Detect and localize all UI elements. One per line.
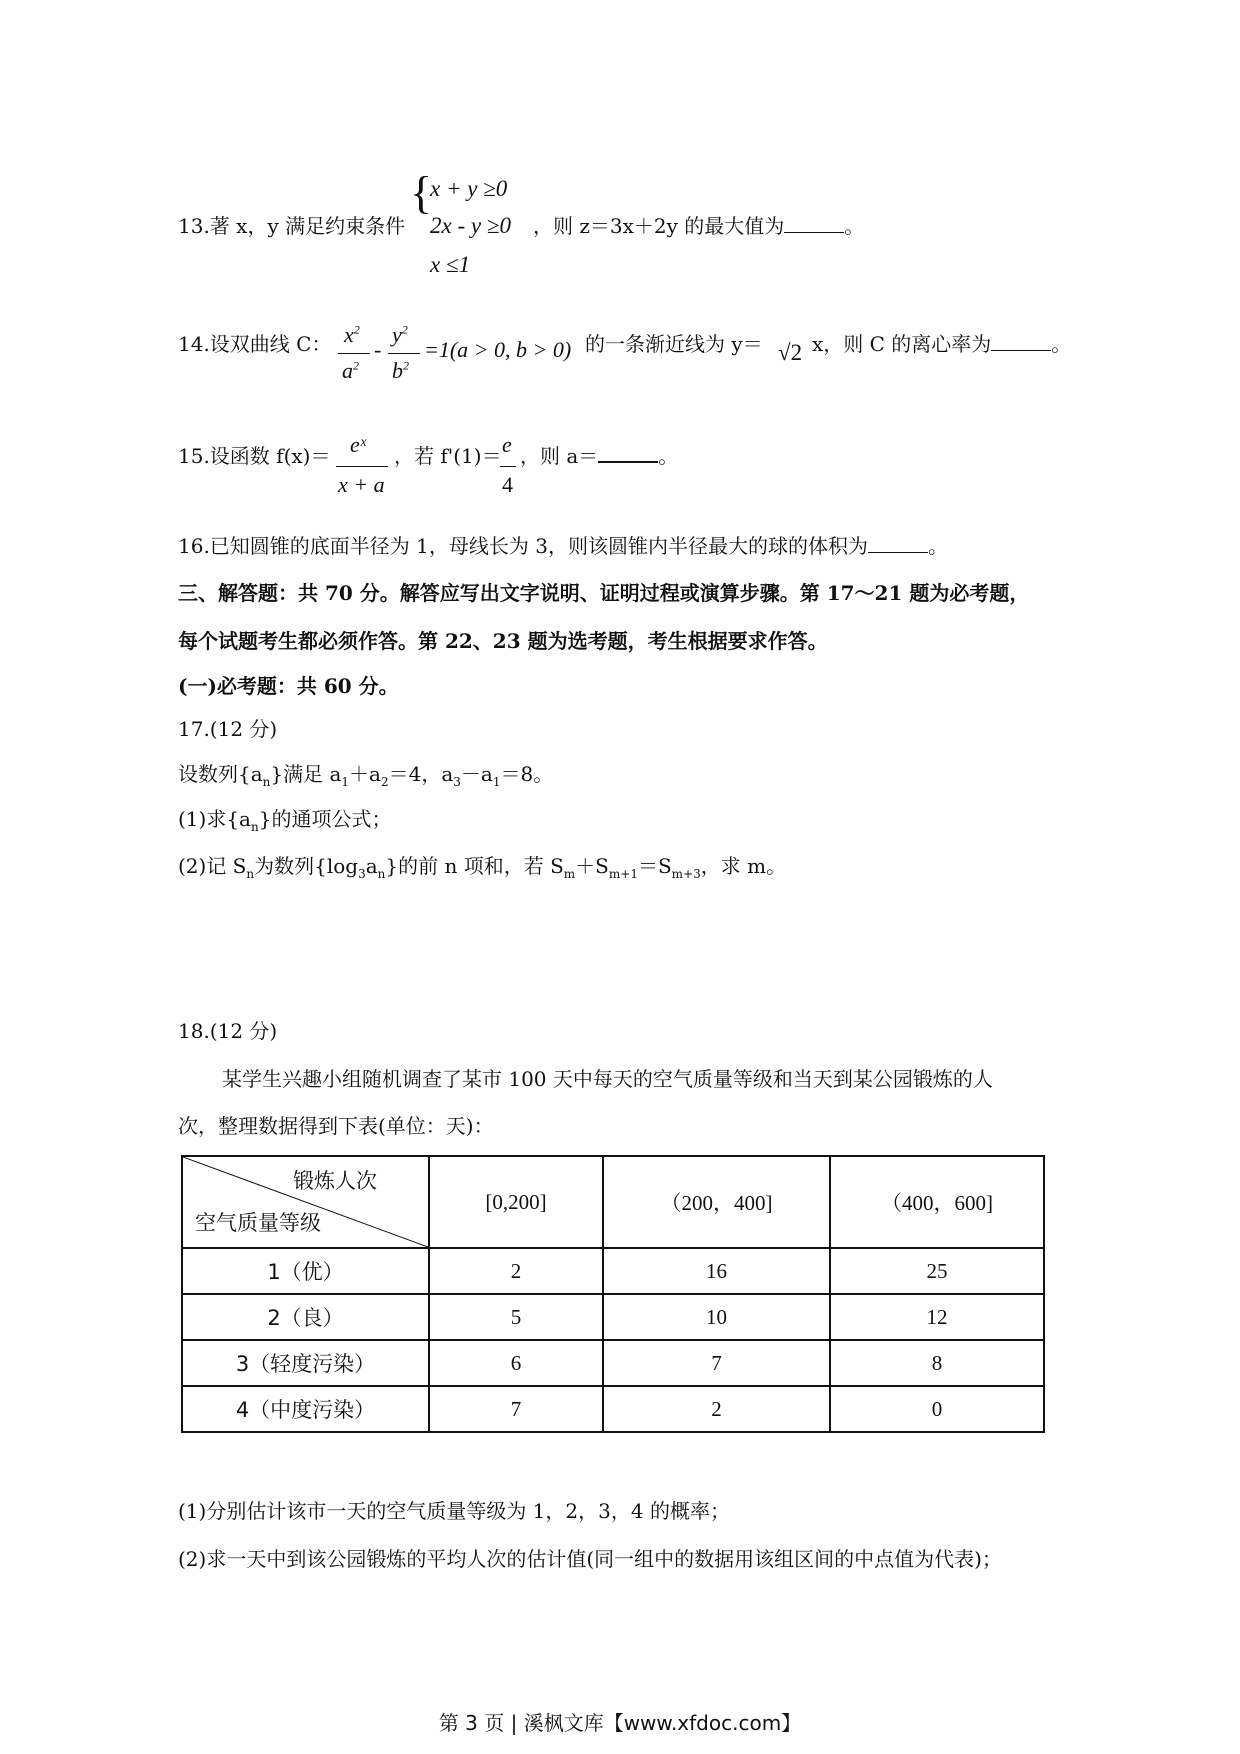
q15-suffix — [520, 440, 678, 469]
table-row — [182, 1340, 1044, 1386]
q17-stem-f: ＝8。 — [500, 762, 554, 786]
table-row — [182, 1294, 1044, 1340]
sub: 3 — [358, 867, 366, 881]
q13-answer-blank[interactable] — [784, 216, 844, 233]
q16-answer-blank[interactable] — [868, 536, 928, 553]
sub: m — [563, 867, 576, 881]
sub: m+1 — [608, 867, 638, 881]
q14-den1: $a^2$ — [342, 358, 359, 383]
q17-p2-f: ＝S — [637, 854, 672, 878]
sub: 1 — [492, 775, 501, 789]
q13-constraint-3: x ≤1 — [430, 252, 471, 277]
corner-bottom-label: 空气质量等级 — [195, 1211, 321, 1235]
section-3-line-1: 三、解答题：共 70 分。解答应写出文字说明、证明过程或演算步骤。第 17～21 题为必考题， — [178, 581, 1030, 605]
q15-frac-line-2 — [500, 466, 516, 467]
q17-p1-b: }的通项公式； — [258, 807, 392, 831]
q17-title: 17.(12 分) — [178, 717, 278, 741]
q15-num: eˣ — [350, 432, 366, 457]
table-cell: 2 — [603, 1386, 830, 1432]
q17-p2-d: }的前 n 项和，若 S — [385, 854, 564, 878]
q15-den: x + a — [338, 472, 385, 497]
q14-condition: =1(a > 0, b > 0) — [424, 337, 572, 362]
table-corner-cell — [182, 1156, 429, 1248]
q15-prefix: 15.设函数 f(x)＝ — [178, 444, 331, 468]
q17-stem — [178, 758, 553, 789]
table-header-row — [182, 1156, 1044, 1248]
q14-num2-text: y — [392, 322, 402, 347]
q16-text: 16.已知圆锥的底面半径为 1，母线长为 3，则该圆锥内半径最大的球的体积为 — [178, 534, 868, 558]
q14-den2-text: b — [392, 358, 403, 383]
sub: m+3 — [671, 867, 701, 881]
q18-part-1: (1)分别估计该市一天的空气质量等级为 1，2，3，4 的概率； — [178, 1499, 730, 1523]
q18-part-2: (2)求一天中到该公园锻炼的平均人次的估计值(同一组中的数据用该组区间的中点值为代表)； — [178, 1547, 1002, 1571]
q15-frac-line-1 — [336, 466, 388, 467]
table-cell: 25 — [830, 1248, 1044, 1294]
row-label: 2（良） — [182, 1294, 429, 1340]
q14-num1: $x^2$ — [344, 322, 360, 347]
col-header-2: （400，600] — [830, 1156, 1044, 1248]
q13-suffix-text: ，则 z＝3x＋2y 的最大值为 — [533, 214, 785, 238]
q14-frac-line-2 — [388, 353, 420, 354]
col-header-1: （200，400] — [603, 1156, 830, 1248]
sub: 3 — [453, 775, 461, 789]
q16-end: 。 — [927, 534, 948, 558]
q18-stem-2: 次，整理数据得到下表(单位：天)： — [178, 1114, 494, 1138]
table-cell: 7 — [603, 1340, 830, 1386]
section-3-line-3: (一)必考题：共 60 分。 — [178, 674, 399, 698]
question-16 — [178, 530, 948, 559]
q14-minus: - — [374, 337, 382, 362]
q14-den1-text: a — [342, 358, 353, 383]
q17-stem-c: ＋a — [349, 762, 381, 786]
q17-p2-a: (2)记 S — [178, 854, 247, 878]
q17-p2-e: ＋S — [575, 854, 609, 878]
q14-suffix-text: x，则 C 的离心率为 — [812, 332, 992, 356]
q18-data-table — [181, 1155, 1045, 1433]
q13-constraint-1: x + y ≥0 — [430, 176, 508, 201]
q13-constraint-2: 2x - y ≥0 — [430, 213, 511, 238]
table-cell: 5 — [429, 1294, 603, 1340]
q17-p2-c: a — [365, 854, 378, 878]
q14-num2: $y^2$ — [392, 322, 408, 347]
sub: n — [262, 775, 271, 789]
col-header-0: [0,200] — [429, 1156, 603, 1248]
q13-end: 。 — [844, 214, 865, 238]
q14-mid: 的一条渐近线为 y＝ — [585, 332, 763, 356]
row-label: 1（优） — [182, 1248, 429, 1294]
q14-answer-blank[interactable] — [991, 334, 1051, 351]
q17-stem-e: －a — [460, 762, 493, 786]
table-cell: 2 — [429, 1248, 603, 1294]
q15-mid: ，若 f'(1)＝ — [394, 444, 502, 468]
q18-stem-1: 某学生兴趣小组随机调查了某市 100 天中每天的空气质量等级和当天到某公园锻炼的人 — [222, 1067, 993, 1091]
q17-part-2 — [178, 850, 786, 881]
table-cell: 6 — [429, 1340, 603, 1386]
row-label: 4（中度污染） — [182, 1386, 429, 1432]
q15-suffix-text: ，则 a＝ — [520, 444, 599, 468]
sub: n — [250, 820, 259, 834]
q15-den2: 4 — [502, 472, 513, 497]
q13-brace: { — [410, 167, 433, 218]
table-cell: 12 — [830, 1294, 1044, 1340]
q17-stem-d: ＝4，a — [388, 762, 454, 786]
q17-stem-b: }满足 a — [270, 762, 342, 786]
q14-sqrt: √2 — [778, 340, 803, 365]
q14-frac-line-1 — [338, 353, 370, 354]
table-row — [182, 1386, 1044, 1432]
q15-num2: e — [502, 432, 512, 457]
q17-p2-g: ，求 m。 — [700, 854, 787, 878]
row-label: 3（轻度污染） — [182, 1340, 429, 1386]
q17-p2-b: 为数列{log — [254, 854, 359, 878]
page-footer: 第 3 页 | 溪枫文库【www.xfdoc.com】 — [438, 1711, 802, 1735]
table-cell: 16 — [603, 1248, 830, 1294]
corner-top-label: 锻炼人次 — [293, 1169, 377, 1193]
q14-prefix: 14.设双曲线 C： — [178, 332, 332, 356]
q14-num1-text: x — [344, 322, 354, 347]
sub: n — [377, 867, 386, 881]
q17-stem-a: 设数列{a — [178, 762, 263, 786]
q15-answer-blank[interactable] — [598, 445, 658, 463]
q14-end: 。 — [1051, 332, 1072, 356]
q13-prefix: 13.著 x，y 满足约束条件 — [178, 214, 406, 238]
table-cell: 8 — [830, 1340, 1044, 1386]
q17-part-1 — [178, 803, 391, 834]
section-3-line-2: 每个试题考生都必须作答。第 22、23 题为选考题，考生根据要求作答。 — [178, 629, 828, 653]
sub: 2 — [380, 775, 389, 789]
sub: 1 — [341, 775, 350, 789]
table-row — [182, 1248, 1044, 1294]
q17-p1-a: (1)求{a — [178, 807, 251, 831]
q13-suffix — [533, 210, 864, 239]
q14-den2: $b^2$ — [392, 358, 409, 383]
q15-end: 。 — [658, 444, 679, 468]
table-cell: 7 — [429, 1386, 603, 1432]
table-cell: 0 — [830, 1386, 1044, 1432]
q14-suffix — [812, 328, 1071, 357]
table-cell: 10 — [603, 1294, 830, 1340]
sub: n — [246, 867, 255, 881]
q18-title: 18.(12 分) — [178, 1019, 278, 1043]
